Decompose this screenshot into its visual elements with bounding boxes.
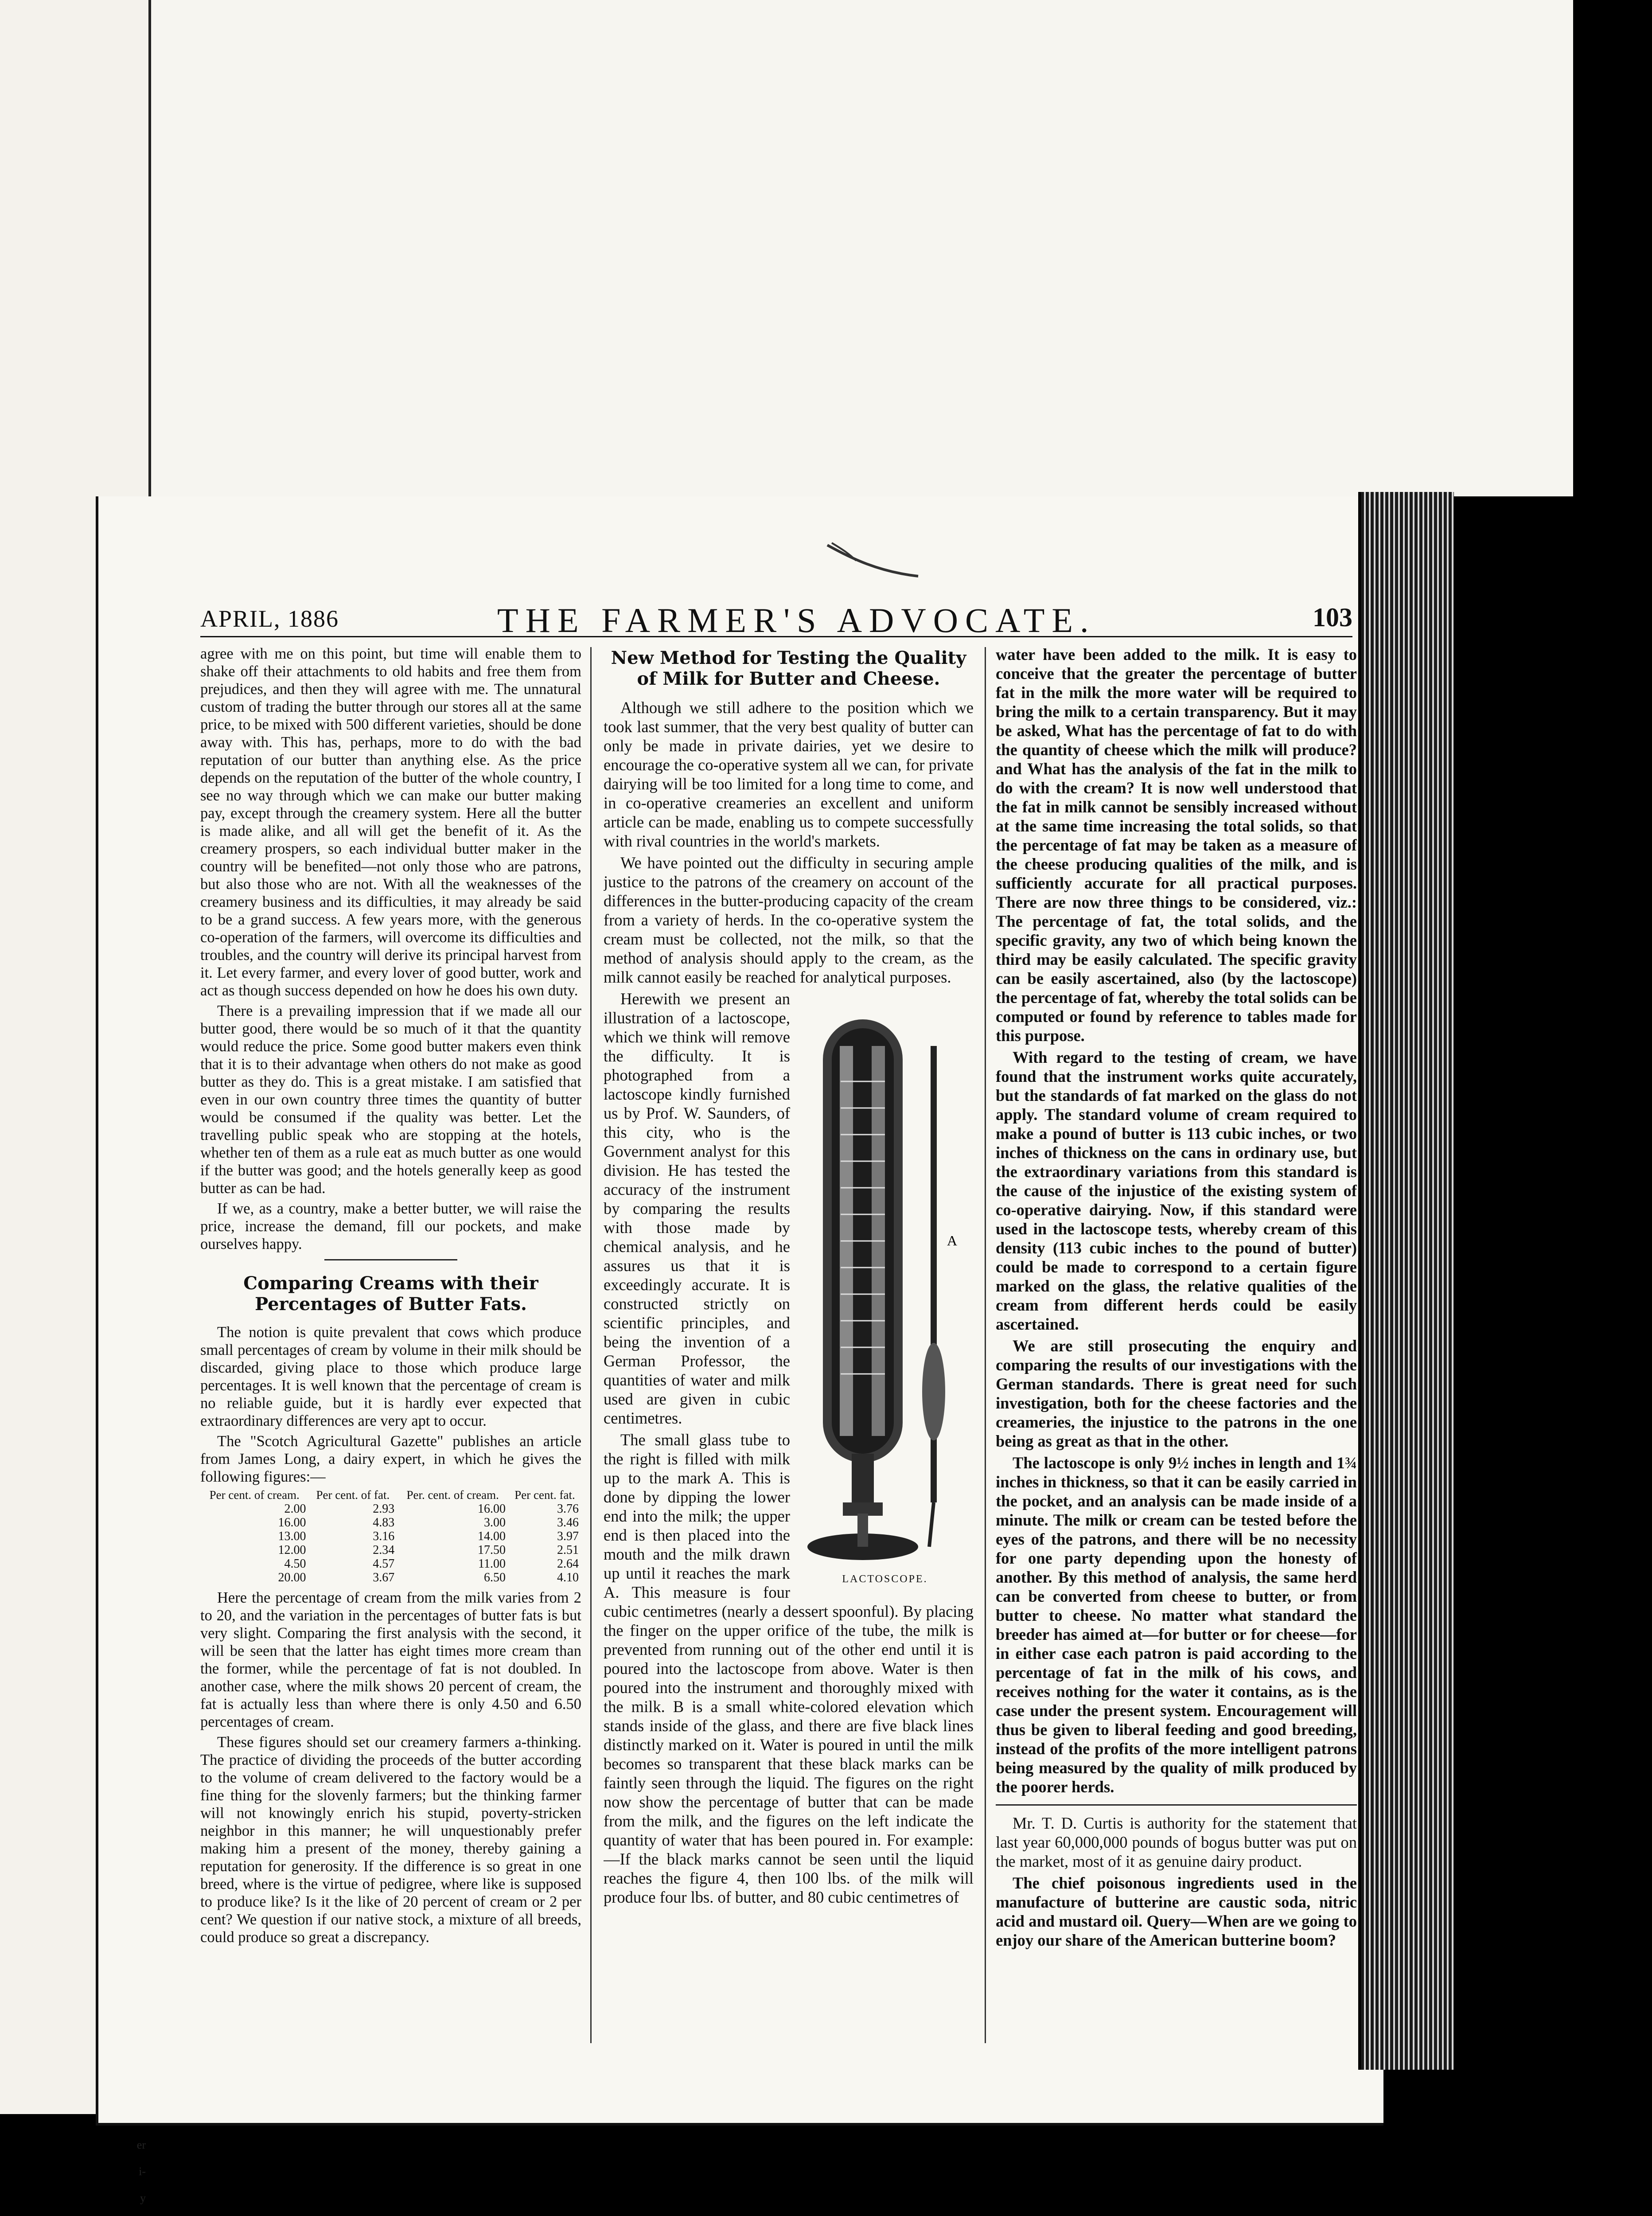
table-cell: 4.57 [373, 1557, 395, 1571]
table-row [200, 1543, 581, 1557]
paragraph: The chief poisonous ingredients used in the manufacture of butterine are caustic soda, nitric acid and mustard oil. Query—When are we going to enjoy our share of the American butterine boom? [996, 1874, 1357, 1949]
figure-caption: LACTOSCOPE. [842, 1573, 928, 1585]
paragraph: We are still prosecuting the enquiry and comparing the results of our investigations with the German standards. There is great need for such investigation, both for the cheese factories and the creameries, the injustice to the patrons in the one being as great as that in the other. [996, 1337, 1357, 1450]
paragraph: If we, as a country, make a better butter, we will raise the price, increase the demand, fill our pockets, and make ourselves happy. [200, 1200, 581, 1252]
table-cell: 3.00 [484, 1516, 506, 1529]
paragraph: The lactoscope is only 9½ inches in length and 1¾ inches in thickness, so that it can be easily carried in the pocket, and an analysis can be made inside of a minute. The milk or cream can be tested before the eyes of the patrons, and there will be no necessity for one party depending upon the honesty of another. By this method of analysis, the same herd can be converted from cheese to butter, or from butter to cheese. No matter what standard the breeder has aimed at—for butter or for cheese—for in either case each patron is paid according to the percentage of fat in the milk of his cows, and receives nothing for the water it contains, as is the case under the present system. Encouragement will thus be given to liberal feeding and good breeding, instead of the profits of the more intelligent patrons being measured by the quality of milk produced by the poorer herds. [996, 1454, 1357, 1796]
running-head [200, 601, 1352, 640]
table-header: Per cent. fat. [514, 1488, 575, 1502]
paragraph: The "Scotch Agricultural Gazette" publishes an article from James Long, a dairy expert, in which he gives the following figures:— [200, 1433, 581, 1485]
issue-date: APRIL, 1886 [200, 605, 339, 632]
column-3 [996, 645, 1357, 2054]
paragraph: The notion is quite prevalent that cows which produce small percentages of cream by volume in their milk should be discarded, giving place to those which produce large percentages. It is well known that the percentage of cream is no reliable guide, but it is hardly ever expected that extraordinary differences are very apt to occur. [200, 1324, 581, 1429]
lactoscope-figure [796, 993, 974, 1589]
table-cell: 13.00 [278, 1529, 306, 1543]
column-rule-2 [985, 647, 986, 2043]
table-row [200, 1571, 581, 1584]
paragraph: agree with me on this point, but time will enable them to shake off their attachments to old habits and free them from prejudices, and then they will agree with me. The unnatural custom of trading the butter through our stores all at the same price, to be mixed with 500 different varieties, should be done away with. This has, perhaps, more to do with the bad reputation of our butter than anything else. As the price depends on the reputation of the butter of the whole country, I see no way through which we can make our butter making pay, except through the creamery system. Here all the butter is made alike, and all will get the benefit of it. As the creamery prospers, so each individual butter maker in the country will be benefited—not only those who are patrons, but also those who are not. With all the weaknesses of the creamery business and its difficulties, it may already be said to be a grand success. A few years more, with the generous co-operation of the farmers, will overcome its difficulties and troubles, and the country will derive its principal harvest from it. Let every farmer, and every lover of good butter, work and act as though success depended on how he does his own duty. [200, 645, 581, 999]
table-header: Per cent. of fat. [316, 1488, 390, 1502]
column-rule-1 [590, 647, 592, 2043]
table-cell: 14.00 [478, 1529, 506, 1543]
table-header: Per cent. of cream. [209, 1488, 300, 1502]
page-number: 103 [1313, 603, 1352, 632]
figure-label-a: A [947, 1233, 958, 1248]
table-cell: 3.97 [557, 1529, 579, 1543]
article-title-lactoscope: New Method for Testing the Quality of Milk for Butter and Cheese. [611, 648, 966, 689]
table-cell: 2.64 [557, 1557, 579, 1571]
table-cell: 2.93 [373, 1502, 395, 1516]
paragraph: Mr. T. D. Curtis is authority for the statement that last year 60,000,000 pounds of bogus butter was put on the market, most of it as genuine dairy product. [996, 1814, 1357, 1870]
paragraph: The small glass tube to the right is filled with milk up to the mark A. This is done by dipping the lower end into the milk; the upper end is then placed into the mouth and the milk drawn up until it reaches the mark A. This measure is four cubic centimetres (nearly a dessert spoonful). By placing the finger on the upper orifice of the tube, the milk is prevented from running out of the other end until it is poured into the lactoscope from above. Water is then poured into the instrument and thoroughly mixed with the milk. B is a small white-colored elevation which stands inside of the glass, and there are five black lines distinctly marked on it. Water is poured in until the milk becomes so transparent that these black marks can be faintly seen through the liquid. The figures on the right now show the percentage of butter that can be made from the milk, and the figures on the left indicate the quantity of water that has been poured in. For example:—If the black marks cannot be seen until the liquid reaches the figure 4, then 100 lbs. of the milk will produce four lbs. of butter, and 80 cubic centimetres of [604, 1431, 974, 1906]
cream-fat-table [200, 1488, 581, 1584]
table-cell: 2.00 [284, 1502, 306, 1516]
masthead: THE FARMER'S ADVOCATE. [497, 601, 1096, 640]
table-cell: 12.00 [278, 1543, 306, 1557]
pencil-mark [825, 541, 923, 581]
table-cell: 20.00 [278, 1571, 306, 1584]
article-title-comparing-creams: Comparing Creams with their Percentages of Butter Fats. [243, 1273, 538, 1315]
table-cell: 2.34 [373, 1543, 395, 1557]
divider [324, 1259, 457, 1260]
paragraph: Herewith we present an illustration of a lactoscope, which we think will remove the difficulty. It is photographed from a lactoscope kindly furnished us by Prof. W. Saunders, of this city, who is the Government analyst for this division. He has tested the accuracy of the instrument by comparing the results with those made by chemical analysis, and he assures us that it is exceedingly accurate. It is constructed strictly on scientific principles, and being the invention of a German Professor, the quantities of water and milk used are given in cubic centimetres. [604, 990, 790, 1427]
paragraph: These figures should set our creamery farmers a-thinking. The practice of dividing the proceeds of the butter according to the volume of cream delivered to the factory would be a fine thing for the slovenly farmers; but the thinking farmer will not knowingly enrich his stupid, poverty-stricken neighbor in this manner; he will unquestionably prefer making him a present of the money, thereby gaining a reputation for generosity. If the difference is so great in one breed, where is the virtue of pedigree, where like is supposed to produce like? Is it the like of 20 percent of cream or 2 per cent? We question if our native stock, a mixture of all breeds, could produce so great a discrepancy. [200, 1734, 581, 1946]
table-cell: 4.10 [557, 1571, 579, 1584]
newspaper-page [96, 496, 1383, 2126]
table-cell: 3.46 [557, 1516, 579, 1529]
divider [996, 1804, 1357, 1806]
table-cell: 3.76 [557, 1502, 579, 1516]
book-binding [1358, 492, 1454, 2070]
paragraph: There is a prevailing impression that if we made all our butter good, there would be so much of it that the quantity would reduce the price. Some good butter makers even think that it is to their advantage when others do not make as good butter as they do. This is a great mistake. I am satisfied that even in our own country three times the quantity of butter would be consumed if the quality was better. Let the travelling public speak who are stopping at the hotels, whether ten of them as a rule eat as much butter as one would if the butter was good; and the hotels generally keep as good butter as can be had. [200, 1003, 581, 1197]
table-row [200, 1529, 581, 1543]
table-row [200, 1516, 581, 1529]
column-2 [604, 645, 974, 2054]
table-cell: 2.51 [557, 1543, 579, 1557]
table-cell: 16.00 [478, 1502, 506, 1516]
paragraph: Although we still adhere to the position which we took last summer, that the very best quality of butter can only be made in private dairies, yet we desire to encourage the co-operative system all we can, for private dairying will be too limited for a long time to come, and in co-operative creameries an excellent and uniform article can be made, enabling us to compete successfully with rival countries in the world's markets. [604, 698, 974, 850]
table-cell: 16.00 [278, 1516, 306, 1529]
paragraph: We have pointed out the difficulty in securing ample justice to the patrons of the creamery on account of the differences in the butter-producing capacity of the cream from a variety of herds. In the co-operative system the cream must be collected, not the milk, so that the method of analysis should apply to the cream, as the milk cannot easily be reached for analytical purposes. [604, 854, 974, 986]
previous-page-text: er i- y [136, 2138, 146, 2204]
table-cell: 4.83 [373, 1516, 395, 1529]
table-header: Per. cent. of cream. [406, 1488, 499, 1502]
table-cell: 4.50 [284, 1557, 306, 1571]
table-header-row [200, 1488, 581, 1502]
table-cell: 11.00 [478, 1557, 506, 1571]
column-1 [200, 645, 581, 2054]
table-cell: 6.50 [484, 1571, 506, 1584]
table-cell: 3.67 [373, 1571, 395, 1584]
table-cell: 3.16 [373, 1529, 395, 1543]
paragraph: Here the percentage of cream from the milk varies from 2 to 20, and the variation in the percentages of butter fats is but very slight. Comparing the first analysis with the second, it will be seen that the latter has eight times more cream than the former, while the percentage of fat is not doubled. In another case, where the milk shows 20 percent of cream, the fat is actually less than where there is only 4.50 and 6.50 percentages of cream. [200, 1589, 581, 1730]
table-cell: 17.50 [478, 1543, 506, 1557]
table-row [200, 1557, 581, 1571]
table-row [200, 1502, 581, 1516]
back-sheet [0, 0, 1573, 496]
lactoscope-illustration [801, 993, 969, 1569]
paragraph: water have been added to the milk. It is easy to conceive that the greater the percentage of butter fat in the milk the more water will be required to bring the milk to a certain transparency. But it may be asked, What has the percentage of fat to do with the quantity of cheese which the milk will produce? and What has the analysis of the fat in the milk to do with the cream? It is now well understood that the fat in milk cannot be sensibly increased without at the same time increasing the total solids, so that the percentage of fat may be taken as a measure of the cheese producing qualities of the milk, and is sufficiently accurate for all practical purposes. There are now three things to be considered, viz.: The percentage of fat, the total solids, and the specific gravity, any two of which being known the third may be easily calculated. The specific gravity can be easily ascertained, also (by the lactoscope) the percentage of fat, whereby the total solids can be computed or found by reference to tables made for this purpose. [996, 645, 1357, 1045]
paragraph: With regard to the testing of cream, we have found that the instrument works quite accurately, but the standards of fat marked on the glass do not apply. The standard volume of cream required to make a pound of butter is 113 cubic inches, or two inches of thickness on the cans in ordinary use, but the extraordinary variations from this standard is the cause of the injustice of the existing system of co-operative dairying. Now, if this standard were used in the lactoscope tests, whereby cream of this density (113 cubic inches to the pound of butter) could be made to correspond to a certain figure marked on the glass, the relative qualities of the cream from different herds could be easily ascertained. [996, 1048, 1357, 1333]
